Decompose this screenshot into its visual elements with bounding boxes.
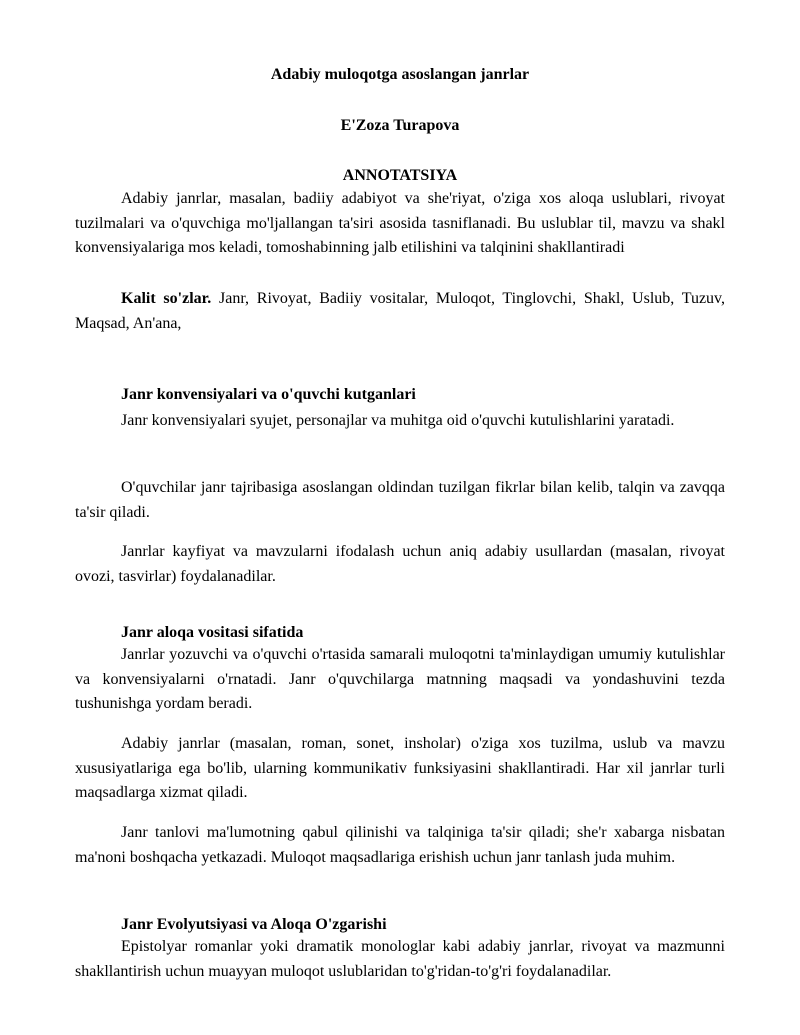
document-title: Adabiy muloqotga asoslangan janrlar <box>270 66 530 83</box>
annotation-paragraph: Adabiy janrlar, masalan, badiiy adabiyot va she'riyat, o'ziga xos aloqa uslublari, rivoyat tuzilmalari va o'quvchiga mo'ljallangan ta'siri asosida tasniflanadi. Bu uslublar til, mavzu va shakl konvensiyalariga mos keladi, tomoshabinning jalb etilishini va talqinini shakllantiradi <box>75 190 725 256</box>
body-paragraph: Janr tanlovi ma'lumotning qabul qilinishi va talqiniga ta'sir qiladi; she'r xabarga nisbatan ma'noni boshqacha yetkazadi. Muloqot maqsadlariga erishish uchun janr tanlash juda muhim. <box>75 824 725 866</box>
annotation-heading: ANNOTATSIYA <box>342 167 458 184</box>
section-heading: Janr Evolyutsiyasi va Aloqa O'zgarishi <box>121 916 387 933</box>
body-paragraph: Epistolyar romanlar yoki dramatik monologlar kabi adabiy janrlar, rivoyat va mazmunni shakllantirish uchun muayyan muloqot uslublaridan to'g'ridan-to'g'ri foydalanadilar. <box>75 938 725 980</box>
author-name: E'Zoza Turapova <box>340 117 460 134</box>
body-paragraph: Janrlar yozuvchi va o'quvchi o'rtasida samarali muloqotni ta'minlaydigan umumiy kutulishlar va konvensiyalarni o'rnatadi. Janr o'quvchilarga matnning maqsadi va yondashuvini tezda tushunishga yordam beradi. <box>75 646 725 712</box>
body-paragraph: Janrlar kayfiyat va mavzularni ifodalash uchun aniq adabiy usullardan (masalan, rivoyat ovozi, tasvirlar) foydalanadilar. <box>75 543 725 585</box>
body-paragraph: Adabiy janrlar (masalan, roman, sonet, insholar) o'ziga xos tuzilma, uslub va mavzu xususiyatlariga ega bo'lib, ularning kommunikativ funksiyasini shakllantiradi. Har xil janrlar turli maqsadlarga xizmat qiladi. <box>75 735 725 801</box>
keywords-paragraph <box>75 287 725 336</box>
section-heading: Janr konvensiyalari va o'quvchi kutganlari <box>121 386 416 403</box>
keywords-label: Kalit so'zlar. <box>121 290 212 307</box>
body-paragraph: Janr konvensiyalari syujet, personajlar va muhitga oid o'quvchi kutulishlarini yaratadi. <box>121 412 675 429</box>
keywords-text: Janr, Rivoyat, Badiiy vositalar, Muloqot, Tinglovchi, Shakl, Uslub, Tuzuv, Maqsad, An'ana, <box>75 290 726 332</box>
body-paragraph: O'quvchilar janr tajribasiga asoslangan oldindan tuzilgan fikrlar bilan kelib, talqin va zavqqa ta'sir qiladi. <box>75 479 725 521</box>
section-heading: Janr aloqa vositasi sifatida <box>121 624 304 641</box>
